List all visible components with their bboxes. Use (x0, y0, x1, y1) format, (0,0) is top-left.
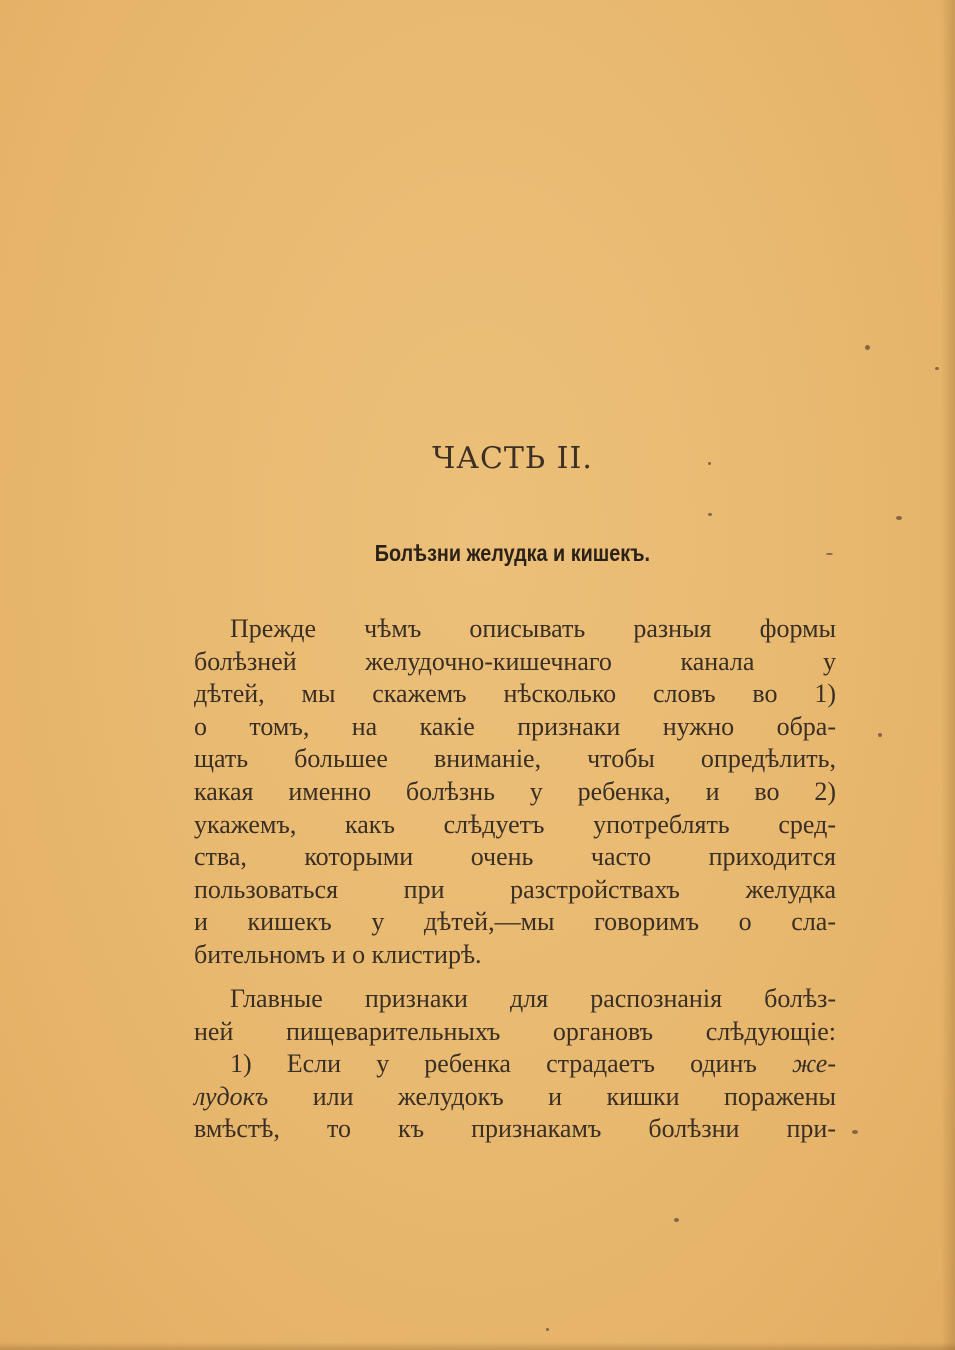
text-line: и кишекъ у дѣтей,—мы говоримъ о сла- (194, 907, 836, 937)
paragraph-intro (194, 613, 836, 972)
chapter-heading: Болѣзни желудка и кишекъ. (374, 540, 651, 566)
paper-speck (708, 513, 712, 516)
text-line (194, 1048, 836, 1081)
text-line (194, 1081, 836, 1114)
text-line: бительномъ и о клистирѣ. (194, 939, 482, 969)
paper-speck (878, 733, 882, 737)
text-line: ней пищеварительныхъ органовъ слѣдующіе: (194, 1016, 836, 1046)
text-line: Главные признаки для распознанія болѣз- (230, 984, 836, 1013)
text-line: о томъ, на какіе признаки нужно обра- (194, 711, 836, 741)
text-run: или желудокъ и кишки поражены (312, 1081, 836, 1111)
text-line: ства, которыми очень часто приходится (194, 842, 836, 872)
text-line: укажемъ, какъ слѣдуетъ употреблять сред- (194, 809, 836, 839)
text-line: вмѣстѣ, то къ признакамъ болѣзни при- (194, 1114, 836, 1144)
paragraph-signs (194, 983, 836, 1146)
italic-term: лудокъ (194, 1081, 269, 1111)
page-bottom-shadow (0, 1342, 955, 1350)
paper-speck (546, 1328, 549, 1331)
text-line: щать большее вниманіе, чтобы опредѣлить, (194, 744, 836, 774)
part-heading: ЧАСТЬ II. (432, 441, 593, 476)
italic-term: же- (791, 1049, 836, 1079)
paper-speck (674, 1218, 679, 1222)
page-edge-shadow (941, 0, 955, 1350)
text-line: болѣзней желудочно-кишечнаго канала у (194, 646, 836, 676)
text-line: Прежде чѣмъ описывать разныя формы (230, 614, 836, 643)
text-line: пользоваться при разстройствахъ желудка (194, 874, 836, 904)
text-line: дѣтей, мы скажемъ нѣсколько словъ во 1) (194, 679, 836, 709)
paper-speck (935, 367, 939, 370)
text-line: какая именно болѣзнь у ребенка, и во 2) (194, 776, 836, 806)
paper-speck (852, 1130, 858, 1134)
paper-speck (896, 516, 902, 520)
paper-speck (865, 345, 870, 350)
text-run: 1) Если у ребенка страдаетъ одинъ (230, 1049, 757, 1079)
